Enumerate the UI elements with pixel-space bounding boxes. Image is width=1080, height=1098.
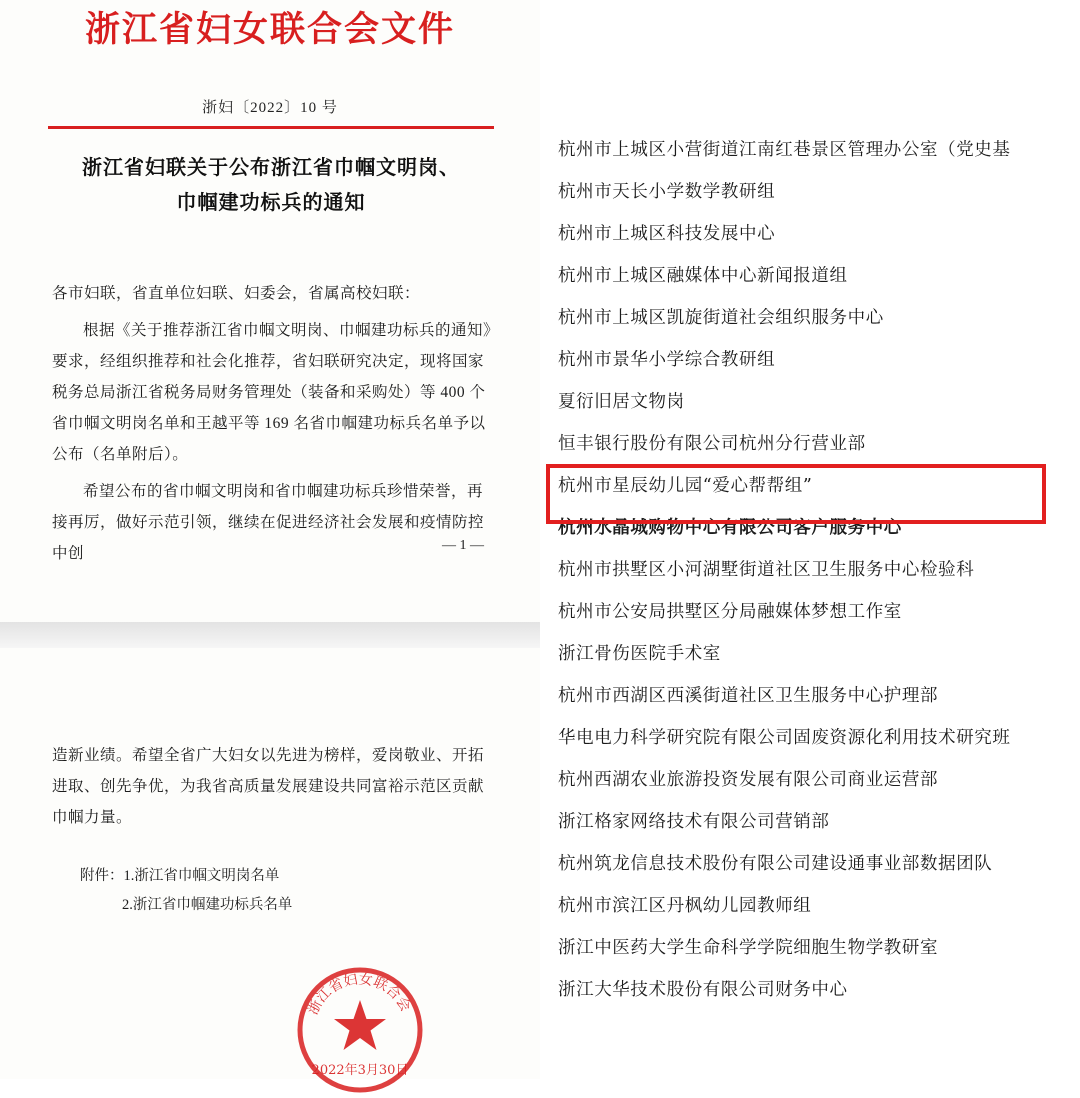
list-item: 恒丰银行股份有限公司杭州分行营业部 bbox=[558, 434, 866, 455]
page-number-mark: — 1 — bbox=[442, 538, 484, 553]
list-item: 杭州市上城区小营街道江南红巷景区管理办公室（党史基 bbox=[558, 140, 1011, 161]
left-document-scan bbox=[0, 0, 540, 1079]
svg-text:浙江省妇女联合会: 浙江省妇女联合会 bbox=[305, 971, 414, 1018]
list-item: 杭州市上城区凯旋街道社会组织服务中心 bbox=[558, 308, 884, 329]
list-item: 杭州西湖农业旅游投资发展有限公司商业运营部 bbox=[558, 770, 939, 791]
document-title-line-2: 巾帼建功标兵的通知 bbox=[176, 190, 366, 214]
document-title bbox=[48, 150, 494, 220]
attachment-item-2: 2.浙江省巾帼建功标兵名单 bbox=[122, 897, 293, 913]
list-item: 杭州市滨江区丹枫幼儿园教师组 bbox=[558, 896, 812, 917]
list-item: 浙江中医药大学生命科学学院细胞生物学教研室 bbox=[558, 938, 939, 959]
official-red-seal-icon bbox=[292, 962, 428, 1098]
document-title-line-1: 浙江省妇联关于公布浙江省巾帼文明岗、 bbox=[82, 155, 460, 179]
list-item: 浙江大华技术股份有限公司财务中心 bbox=[558, 980, 848, 1001]
list-item: 杭州市上城区融媒体中心新闻报道组 bbox=[558, 266, 848, 287]
list-item-highlighted: 杭州水晶城购物中心有限公司客户服务中心 bbox=[558, 518, 902, 539]
body-paragraph-2: 希望公布的省巾帼文明岗和省巾帼建功标兵珍惜荣誉，再接再厉，做好示范引领，继续在促进经济社会发展和疫情防控中创 bbox=[52, 483, 485, 562]
svg-text:2022年3月30日: 2022年3月30日 bbox=[311, 1063, 409, 1078]
document-body-continued bbox=[52, 740, 492, 833]
right-name-list-panel bbox=[540, 0, 1080, 1079]
issuing-authority-title: 浙江省妇女联合会文件 bbox=[84, 9, 455, 50]
list-item: 华电电力科学研究院有限公司固废资源化利用技术研究班 bbox=[558, 728, 1011, 749]
list-item: 杭州市景华小学综合教研组 bbox=[558, 350, 776, 371]
list-item: 夏衍旧居文物岗 bbox=[558, 392, 685, 413]
list-item: 杭州筑龙信息技术股份有限公司建设通事业部数据团队 bbox=[558, 854, 993, 875]
document-header bbox=[0, 8, 540, 52]
list-item: 杭州市拱墅区小河湖墅街道社区卫生服务中心检验科 bbox=[558, 560, 975, 581]
list-item: 杭州市上城区科技发展中心 bbox=[558, 224, 776, 245]
name-list bbox=[558, 130, 1080, 1012]
list-item: 杭州市西湖区西溪街道社区卫生服务中心护理部 bbox=[558, 686, 939, 707]
document-body bbox=[52, 278, 492, 575]
attachment-line-1 bbox=[80, 862, 480, 891]
body-salutation: 各市妇联，省直单位妇联、妇委会，省属高校妇联： bbox=[52, 285, 421, 302]
body-paragraph-1: 根据《关于推荐浙江省巾帼文明岗、巾帼建功标兵的通知》要求，经组织推荐和社会化推荐，省妇联研究决定，现将国家税务总局浙江省税务局财务管理处（装备和采购处）等 400 个省巾帼文明岗名单和王越平等 169 名省巾帼建功标兵名单予以公布（名单附后）。 bbox=[52, 322, 492, 463]
document-number: 浙妇〔2022〕10 号 bbox=[202, 100, 338, 116]
attachments-label: 附件： bbox=[80, 868, 124, 884]
page-break-gap bbox=[0, 622, 540, 648]
list-item: 杭州市天长小学数学教研组 bbox=[558, 182, 776, 203]
body-paragraph-3: 造新业绩。希望全省广大妇女以先进为榜样，爱岗敬业、开拓进取、创先争优，为我省高质量发展建设共同富裕示范区贡献巾帼力量。 bbox=[52, 747, 485, 826]
attachments-block bbox=[80, 862, 480, 920]
list-item: 浙江格家网络技术有限公司营销部 bbox=[558, 812, 830, 833]
list-item: 浙江骨伤医院手术室 bbox=[558, 644, 721, 665]
attachment-item-1: 1.浙江省巾帼文明岗名单 bbox=[123, 868, 280, 884]
red-divider-rule bbox=[48, 126, 494, 129]
list-item: 杭州市星辰幼儿园“爱心帮帮组” bbox=[558, 476, 813, 497]
list-item: 杭州市公安局拱墅区分局融媒体梦想工作室 bbox=[558, 602, 902, 623]
